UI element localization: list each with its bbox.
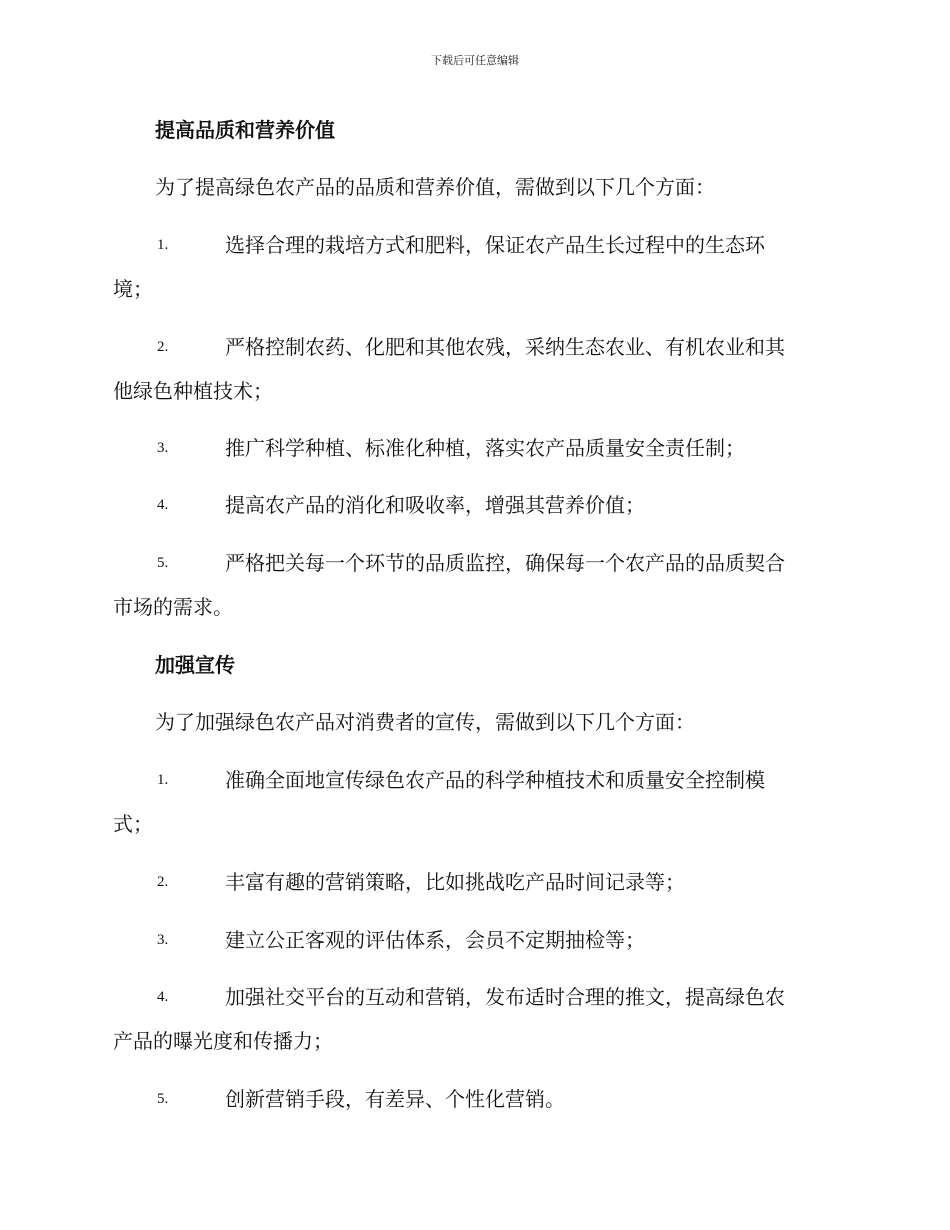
list-item-text-continued: 式； [113, 812, 153, 836]
list-item-text: 选择合理的栽培方式和肥料，保证农产品生长过程中的生态环 [225, 233, 765, 257]
list-item-number: 5. [157, 1091, 169, 1107]
section-intro-quality: 为了提高绿色农产品的品质和营养价值，需做到以下几个方面： [155, 175, 715, 199]
list-item-text: 提高农产品的消化和吸收率，增强其营养价值； [225, 493, 645, 517]
list-item-text: 加强社交平台的互动和营销，发布适时合理的推文，提高绿色农 [225, 985, 785, 1009]
list-item-text: 丰富有趣的营销策略，比如挑战吃产品时间记录等； [225, 870, 685, 894]
list-item-number: 3. [157, 932, 169, 948]
list-item-text: 推广科学种植、标准化种植，落实农产品质量安全责任制； [225, 436, 745, 460]
list-item-number: 5. [157, 555, 169, 571]
list-item-text-continued: 他绿色种植技术； [113, 379, 273, 403]
list-item-text-continued: 产品的曝光度和传播力； [113, 1029, 333, 1053]
list-item-text: 严格控制农药、化肥和其他农残，采纳生态农业、有机农业和其 [225, 335, 785, 359]
section-heading-promotion: 加强宣传 [155, 653, 235, 677]
list-item-number: 4. [157, 497, 169, 513]
list-item-text-continued: 市场的需求。 [113, 595, 233, 619]
list-item-text: 创新营销手段，有差异、个性化营销。 [225, 1087, 565, 1111]
list-item-text: 严格把关每一个环节的品质监控，确保每一个农产品的品质契合 [225, 551, 785, 575]
list-item-text: 建立公正客观的评估体系，会员不定期抽检等； [225, 928, 645, 952]
section-heading-quality: 提高品质和营养价值 [155, 118, 335, 142]
list-item-text-continued: 境； [113, 277, 153, 301]
list-item-number: 1. [157, 237, 169, 253]
list-item-number: 2. [157, 339, 169, 355]
list-item-number: 2. [157, 874, 169, 890]
list-item-number: 3. [157, 440, 169, 456]
list-item-number: 1. [157, 772, 169, 788]
page-header-note: 下载后可任意编辑 [431, 54, 519, 67]
section-intro-promotion: 为了加强绿色农产品对消费者的宣传，需做到以下几个方面： [155, 710, 695, 734]
list-item-text: 准确全面地宣传绿色农产品的科学种植技术和质量安全控制模 [225, 768, 765, 792]
list-item-number: 4. [157, 989, 169, 1005]
